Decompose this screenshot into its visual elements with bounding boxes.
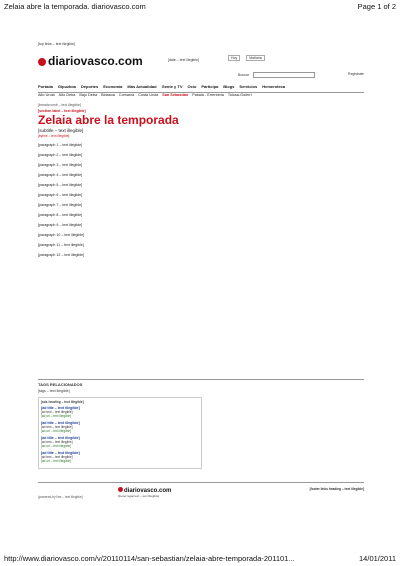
tags-list[interactable]: [tags – text illegible] [38, 389, 70, 393]
subnav-item-tolosa-goierri[interactable]: Tolosa-Goierri [227, 93, 252, 97]
nav-item-portada[interactable]: Portada [38, 84, 53, 89]
ad-title[interactable]: [ad title – text illegible] [41, 436, 80, 440]
weather-today: Hoy [228, 55, 240, 61]
breadcrumb[interactable]: [breadcrumb – text illegible] [38, 103, 81, 107]
footer-logo-text: diariovasco.com [124, 488, 172, 494]
weather-tomorrow: Mañana [246, 55, 265, 61]
ads-box [38, 397, 202, 469]
nav-item-blogs[interactable]: Blogs [223, 84, 235, 89]
ad-item[interactable] [41, 421, 199, 433]
site-logo[interactable] [38, 52, 158, 68]
print-page-number: Page 1 of 2 [357, 2, 396, 11]
print-date: 14/01/2011 [359, 554, 396, 563]
subnav-item-alto-urola[interactable]: Alto Urola [38, 93, 55, 97]
related-tags [38, 379, 364, 393]
subnav-item-bajo-deba[interactable]: Bajo Deba [79, 93, 98, 97]
article-paragraph: [paragraph 9 – text illegible] [38, 223, 83, 227]
nav-item-servicios[interactable]: Servicios [239, 84, 258, 89]
print-url: http://www.diariovasco.com/v/20110114/san-sebastian/zelaia-abre-temporada-201101... [4, 554, 295, 563]
print-page-footer [4, 554, 396, 564]
search-input[interactable] [253, 72, 315, 78]
ad-item[interactable] [41, 436, 199, 448]
ad-item[interactable] [41, 451, 199, 463]
article-section: [section label – text illegible] [38, 109, 86, 113]
search-label: Buscar [238, 72, 249, 77]
tags-heading: TAGS RELACIONADOS [38, 379, 364, 387]
ad-text: [ad text – text illegible] [41, 455, 73, 459]
ads-heading: [ads heading – text illegible] [41, 400, 84, 404]
search-row [238, 72, 364, 78]
ad-text: [ad text – text illegible] [41, 425, 73, 429]
logo-text: diariovasco.com [48, 54, 143, 68]
ad-title[interactable]: [ad title – text illegible] [41, 451, 80, 455]
ad-url[interactable]: [ad url – text illegible] [41, 444, 71, 448]
ad-text: [ad text – text illegible] [41, 410, 73, 414]
page-sheet [38, 42, 364, 522]
main-nav [38, 84, 364, 93]
nav-item-mas-actualidad[interactable]: Más Actualidad [127, 84, 157, 89]
footer-logo[interactable] [118, 487, 171, 494]
subnav-item-bidasoa[interactable]: Bidasoa [101, 93, 115, 97]
ad-url[interactable]: [ad url – text illegible] [41, 429, 71, 433]
nav-item-ocio[interactable]: Ocio [187, 84, 197, 89]
nav-item-deportes[interactable]: Deportes [80, 84, 99, 89]
ad-url[interactable]: [ad url – text illegible] [41, 414, 71, 418]
article-paragraph: [paragraph 8 – text illegible] [38, 213, 83, 217]
nav-item-gente-tv[interactable]: Gente y TV [161, 84, 183, 89]
print-page-header [4, 2, 396, 12]
article-byline: [byline – text illegible] [38, 134, 70, 138]
article-paragraph: [paragraph 12 – text illegible] [38, 253, 85, 257]
article-paragraph: [paragraph 7 – text illegible] [38, 203, 83, 207]
site-footer [38, 482, 364, 521]
ad-text: [ad text – text illegible] [41, 440, 73, 444]
article-body [38, 143, 364, 263]
article-title: Zelaia abre la temporada [38, 113, 179, 127]
nav-item-participa[interactable]: Participa [201, 84, 219, 89]
ad-url[interactable]: [ad url – text illegible] [41, 459, 71, 463]
nav-item-economia[interactable]: Economía [103, 84, 123, 89]
sub-nav [38, 93, 364, 99]
article-paragraph: [paragraph 3 – text illegible] [38, 163, 83, 167]
subnav-item-alto-deba[interactable]: Alto Deba [58, 93, 76, 97]
logo-mark-icon [118, 487, 123, 492]
article-paragraph: [paragraph 2 – text illegible] [38, 153, 83, 157]
subnav-item-pasaia-errenteria[interactable]: Pasaia - Errenteria [192, 93, 224, 97]
ad-title[interactable]: [ad title – text illegible] [41, 421, 80, 425]
subnav-item-san-sebastian[interactable]: San Sebastián [162, 93, 189, 97]
article-paragraph: [paragraph 5 – text illegible] [38, 183, 83, 187]
top-links[interactable]: [top links – text illegible] [38, 42, 75, 46]
logo-mark-icon [38, 58, 46, 66]
article-paragraph: [paragraph 1 – text illegible] [38, 143, 83, 147]
article-paragraph: [paragraph 10 – text illegible] [38, 233, 85, 237]
print-title: Zelaia abre la temporada. diariovasco.com [4, 2, 146, 11]
article-paragraph: [paragraph 6 – text illegible] [38, 193, 83, 197]
nav-item-hemeroteca[interactable]: Hemeroteca [262, 84, 286, 89]
header-date: [date – text illegible] [168, 58, 199, 62]
footer-info: [footer legal text – text illegible] [118, 494, 160, 498]
powered-by[interactable]: [powered-by line – text illegible] [38, 495, 83, 499]
footer-links-heading: [footer links heading – text illegible] [309, 487, 364, 491]
subnav-item-costa-urola[interactable]: Costa Urola [138, 93, 159, 97]
register-link[interactable]: Registrate [348, 72, 364, 76]
article-paragraph: [paragraph 4 – text illegible] [38, 173, 83, 177]
nav-item-gipuzkoa[interactable]: Gipuzkoa [57, 84, 76, 89]
weather-widget [228, 55, 265, 61]
subnav-item-comarca[interactable]: Comarca [118, 93, 135, 97]
ad-title[interactable]: [ad title – text illegible] [41, 406, 80, 410]
article-paragraph: [paragraph 11 – text illegible] [38, 243, 84, 247]
article-subtitle: [subtitle – text illegible] [38, 128, 84, 133]
ad-item[interactable] [41, 406, 199, 418]
